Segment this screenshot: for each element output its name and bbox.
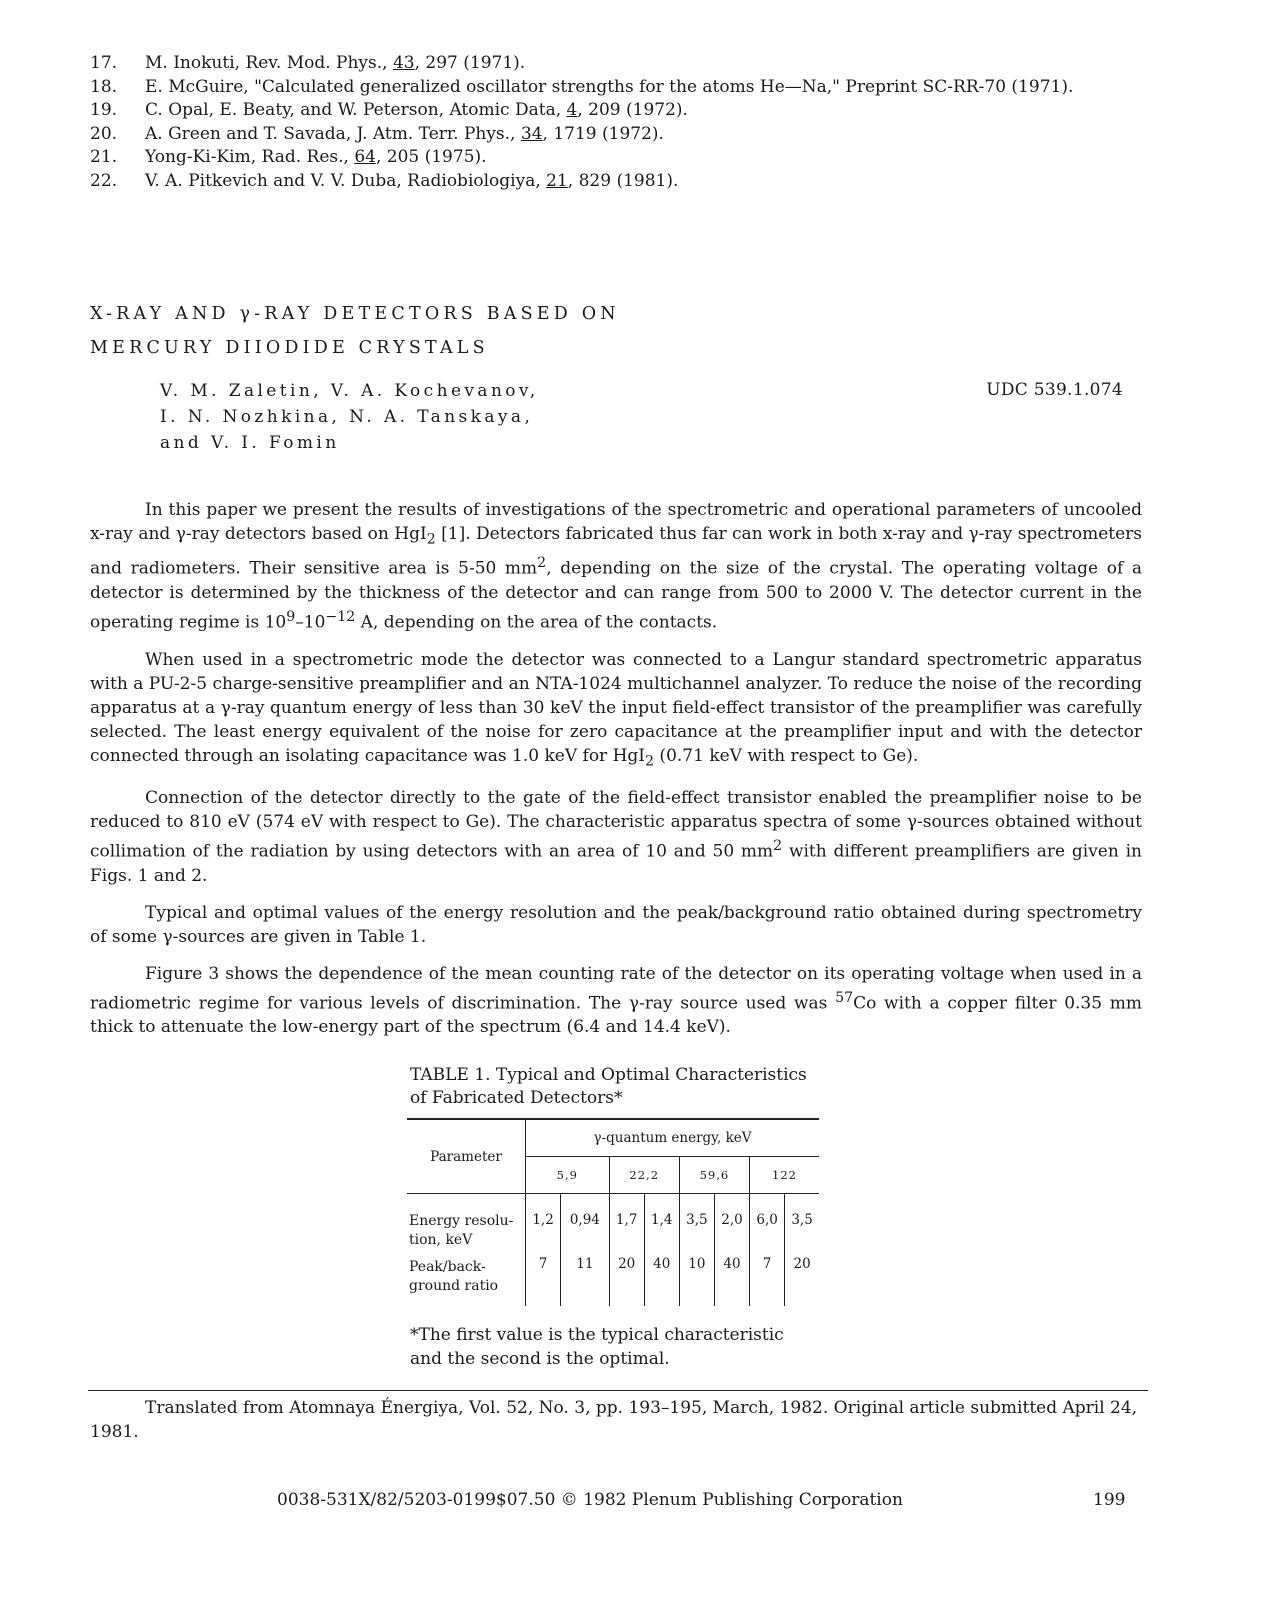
table-cell: 3,5 [785,1212,819,1256]
table-cell: 1,4 [644,1212,679,1256]
energy-value: 122 [750,1157,819,1194]
article-title-line-2: MERCURY DIIODIDE CRYSTALS [90,338,489,358]
table-cell: 40 [644,1256,679,1306]
reference-list [90,52,1150,193]
table-cell: 7 [526,1256,561,1306]
reference-text: C. Opal, E. Beaty, and W. Peterson, Atomic Data, 4, 209 (1972). [145,100,688,120]
row-label-energy-resolution: Energy resolu- tion, keV [409,1213,514,1248]
paragraph-4: Typical and optimal values of the energy resolution and the peak/background ratio obtained during spectrometry of some γ-sources are given in Table 1. [90,902,1142,947]
article-body [90,498,1142,1052]
energy-value: 5,9 [526,1157,610,1194]
energy-header: γ-quantum energy, keV [526,1119,820,1157]
table-footnote: *The first value is the typical characteristic and the second is the optimal. [410,1325,784,1369]
reference-number: 19. [90,100,118,120]
row-label-peak-background: Peak/back- ground ratio [409,1259,499,1294]
reference-item [90,52,1150,76]
table-cell: 40 [714,1256,749,1306]
table-cell: 20 [609,1256,644,1306]
energy-value: 22,2 [609,1157,679,1194]
reference-volume: 21 [546,170,568,191]
reference-item [90,123,1150,147]
energy-value: 59,6 [679,1157,749,1194]
table-cell: 20 [785,1256,819,1306]
reference-text: Yong-Ki-Kim, Rad. Res., 64, 205 (1975). [145,147,487,167]
udc-code: UDC 539.1.074 [986,380,1123,400]
paragraph-1: In this paper we present the results of investigations of the spectrometric and operational parameters of uncooled x-ray and γ-ray detectors based on HgI$_2$ [1]. Detectors fabricated thus far can work in both x-ray and γ-ray spectrometers and radiometers. Their sensitive area is 5-50 $mm^2$, depending on the size of the crystal. The operating voltage of a detector is determined by the thickness of the detector and can range from 500 to 2000 V. The detector current in the operating regime is $10^9-10^{-12}$ A, depending on the area of the contacts. [90,500,1142,633]
table-cell: 1,2 [526,1212,561,1256]
table-row [407,1212,819,1256]
table-cell: 2,0 [714,1212,749,1256]
paragraph-2: When used in a spectrometric mode the detector was connected to a Langur standard spectrometric apparatus with a PU-2-5 charge-sensitive preamplifier and an NTA-1024 multichannel analyzer. To reduce the noise of the recording apparatus at a γ-ray quantum energy of less than 30 keV the input field-effect transistor of the preamplifier was carefully selected. The least energy equivalent of the noise for zero capacitance at the preamplifier input and with the detector connected through an isolating capacitance was 1.0 keV for HgI$_2$ (0.71 keV with respect to Ge). [90,649,1142,770]
article-title-line-1: X-RAY AND γ-RAY DETECTORS BASED ON [90,304,620,324]
paragraph-5: Figure 3 shows the dependence of the mean counting rate of the detector on its operating voltage when used in a radiometric regime for various levels of discrimination. The γ-ray source used was $^{57}$Co with a copper filter 0.35 mm thick to attenuate the low-energy part of the spectrum (6.4 and 14.4 keV). [90,963,1142,1038]
table-1 [407,1118,819,1306]
reference-number: 20. [90,123,118,144]
reference-number: 22. [90,170,118,191]
paragraph-3: Connection of the detector directly to the gate of the field-effect transistor enabled the preamplifier noise to be reduced to 810 eV (574 eV with respect to Ge). The characteristic apparatus spectra of some γ-sources obtained without collimation of the radiation by using detectors with an area of 10 and 50 $mm^2$ with different preamplifiers are given in Figs. 1 and 2. [90,788,1142,886]
reference-number: 21. [90,147,118,167]
reference-number: 17. [90,53,118,73]
table-row [407,1256,819,1306]
reference-item [90,76,1150,100]
parameter-header: Parameter [407,1119,526,1194]
publication-code: 0038-531X/82/5203-0199$07.50 © 1982 Plenum Publishing Corporation [277,1490,903,1510]
table-cell: 0,94 [561,1212,610,1256]
reference-text: V. A. Pitkevich and V. V. Duba, Radiobiologiya, 21, 829 (1981). [145,170,679,191]
page-number: 199 [1093,1490,1126,1510]
authors-line-2: I. N. Nozhkina, N. A. Tanskaya, [160,407,534,427]
table-cell: 1,7 [609,1212,644,1256]
reference-volume: 34 [520,123,543,144]
table-caption: TABLE 1. Typical and Optimal Characteristics of Fabricated Detectors* [410,1065,807,1108]
table-cell: 11 [561,1256,610,1306]
reference-volume: 4 [566,100,578,120]
reference-item [90,146,1150,170]
table-header-row [407,1119,819,1157]
reference-volume: 64 [354,147,376,167]
reference-text: M. Inokuti, Rev. Mod. Phys., 43, 297 (1971). [145,53,526,73]
reference-item [90,170,1150,194]
authors-line-1: V. M. Zaletin, V. A. Kochevanov, [160,381,539,401]
reference-text: A. Green and T. Savada, J. Atm. Terr. Phys., 34, 1719 (1972). [145,123,664,144]
table-cell: 3,5 [679,1212,714,1256]
authors-line-3: and V. I. Fomin [160,433,340,453]
reference-volume: 43 [392,53,415,73]
reference-number: 18. [90,76,118,97]
reference-item [90,99,1150,123]
reference-text: E. McGuire, "Calculated generalized oscillator strengths for the atoms He—Na," Preprint SC-RR-70 (1971). [145,76,1074,97]
translation-note: Translated from Atomnaya Énergiya, Vol. 52, No. 3, pp. 193–195, March, 1982. Original article submitted April 24, 1981. [90,1398,1138,1442]
table-cell: 6,0 [750,1212,785,1256]
article-title [90,297,620,365]
author-list [160,378,539,456]
footer-divider [88,1390,1148,1391]
table-cell: 10 [679,1256,714,1306]
table-cell: 7 [750,1256,785,1306]
